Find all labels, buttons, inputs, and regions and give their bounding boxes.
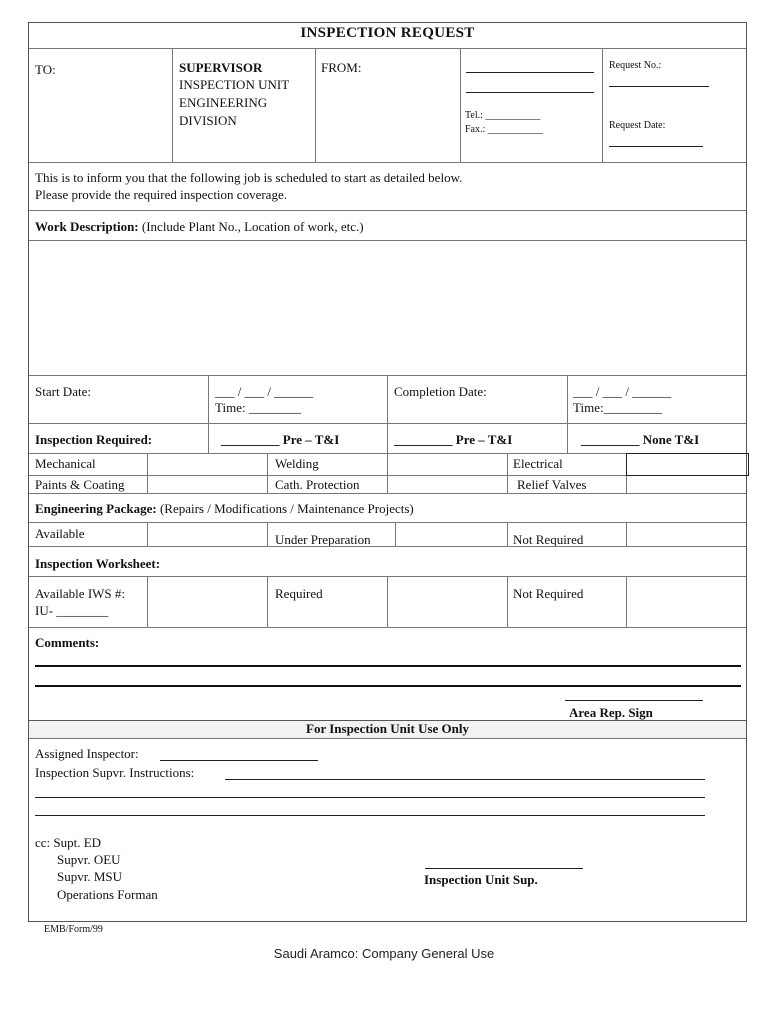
divider	[567, 375, 568, 423]
completion-date-label: Completion Date:	[394, 384, 487, 399]
inspection-unit-header: For Inspection Unit Use Only	[306, 721, 469, 736]
worksheet-required: Required	[275, 586, 323, 601]
divider	[29, 627, 746, 628]
start-date-field[interactable]: ___ / ___ / ______	[215, 384, 314, 399]
start-time-field[interactable]: Time: ________	[215, 400, 301, 415]
worksheet-not-required: Not Required	[513, 586, 584, 601]
request-no-field[interactable]	[609, 86, 709, 87]
area-rep-sign-line[interactable]	[565, 700, 703, 701]
divider	[147, 453, 148, 493]
divider	[387, 423, 388, 453]
work-description-label	[35, 218, 364, 235]
divider	[315, 48, 316, 162]
divider	[387, 576, 388, 627]
form-code: EMB/Form/99	[44, 924, 103, 935]
divider	[460, 48, 461, 162]
comments-line-1[interactable]	[35, 665, 741, 667]
to-line-2: INSPECTION UNIT	[179, 77, 290, 92]
request-date-label: Request Date:	[609, 120, 666, 131]
classification-label: Saudi Aramco: Company General Use	[273, 946, 495, 961]
divider	[395, 522, 396, 546]
divider	[507, 522, 508, 546]
discipline-cath: Cath. Protection	[275, 477, 360, 492]
discipline-mechanical: Mechanical	[35, 456, 96, 471]
from-label: FROM:	[321, 60, 362, 75]
supvr-instructions-label: Inspection Supvr. Instructions:	[35, 765, 195, 780]
package-under-prep: Under Preparation	[275, 532, 371, 547]
work-description-area[interactable]	[29, 241, 746, 375]
divider	[29, 162, 746, 163]
worksheet-available-iws: Available IWS #:	[35, 586, 126, 601]
request-no-label: Request No.:	[609, 60, 662, 71]
from-line-1[interactable]	[466, 72, 594, 73]
worksheet-iu-field[interactable]: IU- ________	[35, 603, 109, 618]
assigned-inspector-label: Assigned Inspector:	[35, 746, 139, 761]
instructions-line-2[interactable]	[35, 797, 705, 798]
inspection-option-1[interactable]: _________ Pre – T&I	[221, 432, 340, 447]
to-line-3: ENGINEERING	[179, 95, 268, 110]
divider	[267, 576, 268, 627]
inspection-option-3[interactable]: _________ None T&I	[581, 432, 700, 447]
start-date-label: Start Date:	[35, 384, 91, 399]
divider	[626, 576, 627, 627]
discipline-paints: Paints & Coating	[35, 477, 125, 492]
cc-line-2: Supvr. OEU	[57, 852, 121, 867]
worksheet-label: Inspection Worksheet:	[35, 556, 161, 571]
inspection-unit-sup-line[interactable]	[425, 868, 583, 869]
divider	[602, 48, 603, 162]
divider	[387, 453, 388, 493]
inspection-unit-sup-label: Inspection Unit Sup.	[424, 872, 538, 887]
work-description-title: Work Description:	[35, 219, 139, 234]
divider	[172, 48, 173, 162]
completion-date-field[interactable]: ___ / ___ / ______	[573, 384, 672, 399]
intro-line-1: This is to inform you that the following job is scheduled to start as detailed below.	[35, 170, 463, 185]
cc-line-1: cc: Supt. ED	[35, 835, 102, 850]
discipline-welding: Welding	[275, 456, 319, 471]
work-description-hint: (Include Plant No., Location of work, etc.)	[138, 219, 364, 234]
form-title: INSPECTION REQUEST	[300, 25, 475, 41]
comments-line-2[interactable]	[35, 685, 741, 687]
divider	[208, 375, 209, 423]
divider	[29, 546, 746, 547]
divider	[208, 423, 209, 453]
divider	[507, 453, 508, 493]
from-line-2[interactable]	[466, 92, 594, 93]
divider	[626, 522, 627, 546]
cc-line-4: Operations Forman	[57, 887, 158, 902]
to-line-1: SUPERVISOR	[179, 60, 263, 75]
divider	[387, 375, 388, 423]
tel-field[interactable]: Tel.: ___________	[465, 110, 541, 121]
instructions-line-3[interactable]	[35, 815, 705, 816]
request-date-field[interactable]	[609, 146, 703, 147]
discipline-electrical: Electrical	[513, 456, 563, 471]
completion-time-field[interactable]: Time:_________	[573, 400, 663, 415]
divider	[267, 522, 268, 546]
divider	[147, 522, 148, 546]
divider	[29, 210, 746, 211]
inspection-required-label: Inspection Required:	[35, 432, 153, 447]
to-line-4: DIVISION	[179, 113, 237, 128]
divider	[29, 522, 746, 523]
to-label: TO:	[35, 62, 56, 77]
divider	[29, 738, 746, 739]
fax-field[interactable]: Fax.: ___________	[465, 124, 543, 135]
divider	[567, 423, 568, 453]
engineering-package-hint: (Repairs / Modifications / Maintenance Projects)	[156, 501, 414, 516]
inspection-option-2[interactable]: _________ Pre – T&I	[394, 432, 513, 447]
area-rep-sign-label: Area Rep. Sign	[569, 705, 653, 720]
divider	[507, 576, 508, 627]
engineering-package-label	[35, 500, 414, 517]
cc-line-3: Supvr. MSU	[57, 869, 123, 884]
divider	[29, 48, 746, 49]
divider	[147, 576, 148, 627]
comments-label: Comments:	[35, 635, 100, 650]
assigned-inspector-field[interactable]	[160, 760, 318, 761]
supvr-instructions-field[interactable]	[225, 779, 705, 780]
divider	[29, 493, 746, 494]
engineering-package-title: Engineering Package:	[35, 501, 157, 516]
electrical-checkbox[interactable]	[626, 453, 749, 476]
package-available: Available	[35, 526, 85, 541]
divider	[267, 453, 268, 493]
discipline-relief: Relief Valves	[517, 477, 587, 492]
inspection-request-form	[28, 22, 747, 922]
intro-line-2: Please provide the required inspection coverage.	[35, 187, 287, 202]
package-not-required: Not Required	[513, 532, 584, 547]
